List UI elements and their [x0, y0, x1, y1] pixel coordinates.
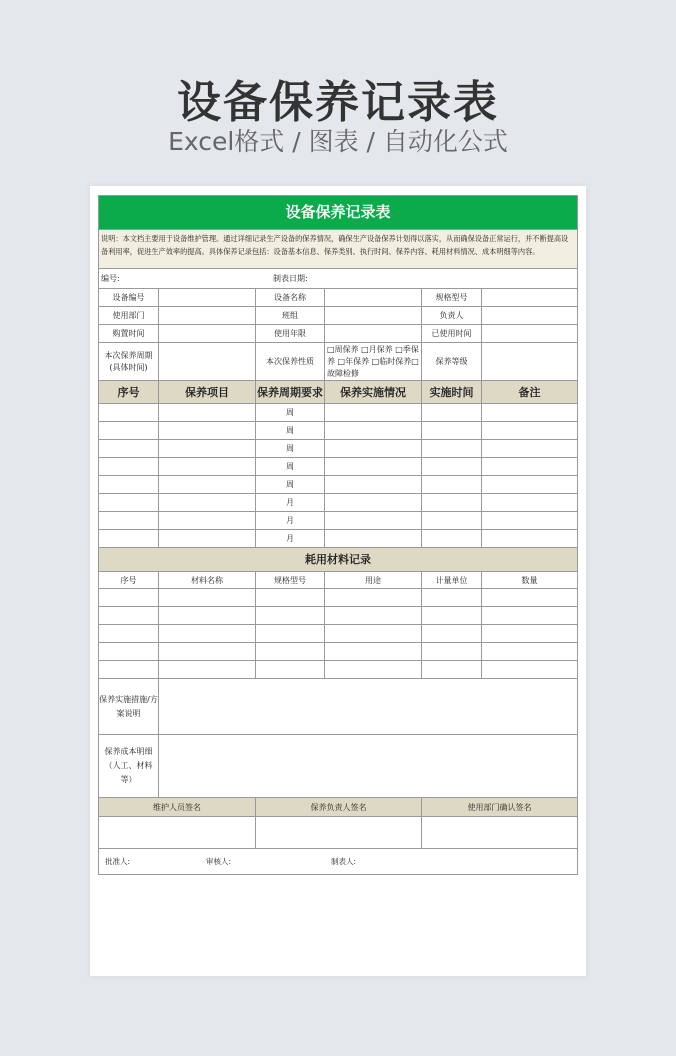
table-cell[interactable]: [99, 458, 158, 475]
table-cell[interactable]: [421, 476, 481, 493]
cost-label: 保养成本明细（人工、材料等）: [104, 747, 153, 784]
table-cell[interactable]: [99, 440, 158, 457]
table-cell[interactable]: [158, 512, 255, 529]
table-cell[interactable]: [99, 422, 158, 439]
cycle-cell: 月: [255, 512, 324, 529]
nature-label: 本次保养性质: [255, 343, 324, 380]
spreadsheet: [98, 195, 578, 875]
purchase-time-value[interactable]: [158, 325, 255, 342]
table-cell[interactable]: [99, 404, 158, 421]
maintainer-sign-field[interactable]: [99, 817, 255, 848]
table-cell[interactable]: [324, 422, 421, 439]
model-label: 规格型号: [421, 289, 481, 306]
table-cell[interactable]: [324, 404, 421, 421]
table-cell[interactable]: [421, 643, 481, 660]
table-cell[interactable]: [481, 476, 577, 493]
maintenance-table-header: [99, 380, 577, 403]
table-cell[interactable]: [324, 512, 421, 529]
approver-label: 批准人:: [105, 857, 131, 866]
used-time-label: 已使用时间: [421, 325, 481, 342]
table-cell[interactable]: [481, 661, 577, 678]
cycle-cell: 周: [255, 440, 324, 457]
table-cell[interactable]: [99, 625, 158, 642]
footer-row: [99, 848, 577, 874]
owner-value[interactable]: [481, 307, 577, 324]
table-cell[interactable]: [324, 440, 421, 457]
col-header: 保养实施情况: [324, 381, 421, 403]
table-cell[interactable]: [158, 625, 255, 642]
col-header: 实施时间: [421, 381, 481, 403]
table-cell[interactable]: [255, 607, 324, 624]
table-cell[interactable]: [481, 625, 577, 642]
col-header: 序号: [120, 575, 137, 585]
col-header: 备注: [481, 381, 577, 403]
table-cell[interactable]: [158, 661, 255, 678]
table-cell[interactable]: [481, 643, 577, 660]
device-name-label: 设备名称: [255, 289, 324, 306]
table-cell[interactable]: [481, 512, 577, 529]
table-row: [99, 493, 577, 511]
table-cell[interactable]: [99, 512, 158, 529]
maintainer-sign-label: 维护人员签名: [153, 802, 201, 812]
table-cell[interactable]: [255, 589, 324, 606]
table-cell[interactable]: [324, 589, 421, 606]
table-cell[interactable]: [99, 530, 158, 547]
table-cell[interactable]: [481, 530, 577, 547]
table-row: [99, 403, 577, 421]
col-header: 保养项目: [158, 381, 255, 403]
table-cell[interactable]: [481, 607, 577, 624]
cost-row: [99, 734, 577, 797]
cost-value[interactable]: [158, 735, 577, 797]
level-value[interactable]: [481, 343, 577, 380]
device-name-value[interactable]: [324, 289, 421, 306]
table-cell[interactable]: [158, 440, 255, 457]
table-cell[interactable]: [481, 422, 577, 439]
col-header: 保养周期要求: [255, 381, 324, 403]
table-cell[interactable]: [324, 661, 421, 678]
table-cell[interactable]: [481, 404, 577, 421]
table-cell[interactable]: [421, 589, 481, 606]
supervisor-sign-label: 保养负责人签名: [255, 798, 421, 816]
level-label: 保养等级: [421, 343, 481, 380]
table-cell[interactable]: [158, 530, 255, 547]
hero-subtitle: Excel格式 / 图表 / 自动化公式: [168, 127, 508, 156]
table-cell[interactable]: [158, 404, 255, 421]
table-row: [99, 457, 577, 475]
info-row-3: [99, 324, 577, 342]
service-life-label: 使用年限: [255, 325, 324, 342]
model-value[interactable]: [481, 289, 577, 306]
hero-title: 设备保养记录表: [177, 77, 499, 128]
sheet-description: 说明：本文档主要用于设备维护管理。通过详细记录生产设备的保养情况，确保生产设备保养计划得以落实，从而确保设备正常运行，并不断提高设备利用率，促进生产效率的提高。具体保养记录包括：设备基本信息、保养类别、执行时间、保养内容、耗用材料情况、成本明细等内容。: [99, 229, 577, 268]
table-cell[interactable]: [481, 589, 577, 606]
measures-row: [99, 678, 577, 734]
table-row: [99, 624, 577, 642]
table-cell[interactable]: [99, 494, 158, 511]
table-row: [99, 529, 577, 547]
cycle-cell: 周: [255, 422, 324, 439]
table-row: [99, 511, 577, 529]
table-cell[interactable]: [481, 458, 577, 475]
team-value[interactable]: [324, 307, 421, 324]
table-cell[interactable]: [421, 530, 481, 547]
table-cell[interactable]: [99, 643, 158, 660]
table-cell[interactable]: [324, 476, 421, 493]
number-label: 编号:: [101, 274, 120, 283]
table-cell[interactable]: [158, 458, 255, 475]
nature-options[interactable]: □周保养 □月保养 □季保养 □年保养 □临时保养□故障检修: [324, 343, 421, 380]
device-no-value[interactable]: [158, 289, 255, 306]
table-cell[interactable]: [324, 625, 421, 642]
maker-label: 制表人:: [331, 857, 357, 866]
table-cell[interactable]: [255, 625, 324, 642]
table-cell[interactable]: [255, 643, 324, 660]
table-cell[interactable]: [158, 476, 255, 493]
table-cell[interactable]: [158, 494, 255, 511]
table-cell[interactable]: [421, 607, 481, 624]
cycle-cell: 周: [255, 476, 324, 493]
table-cell[interactable]: [421, 404, 481, 421]
supervisor-sign-field[interactable]: [255, 817, 421, 848]
table-row: [99, 642, 577, 660]
materials-title: 耗用材料记录: [99, 547, 577, 571]
date-label: 制表日期:: [273, 274, 308, 283]
cycle-cell: 周: [255, 404, 324, 421]
measures-label: 保养实施措施/方案说明: [99, 694, 158, 718]
used-time-value[interactable]: [481, 325, 577, 342]
table-cell[interactable]: [158, 422, 255, 439]
table-cell[interactable]: [324, 494, 421, 511]
table-cell[interactable]: [255, 661, 324, 678]
device-no-label: 设备编号: [112, 293, 145, 302]
table-row: [99, 475, 577, 493]
cycle-cell: 月: [255, 530, 324, 547]
signature-row: [99, 816, 577, 848]
info-row-4: [99, 342, 577, 380]
table-cell[interactable]: [158, 589, 255, 606]
table-cell[interactable]: [99, 661, 158, 678]
info-row-2: [99, 306, 577, 324]
service-life-value[interactable]: [324, 325, 421, 342]
cycle-cell: 周: [255, 458, 324, 475]
table-cell[interactable]: [421, 422, 481, 439]
owner-label: 负责人: [421, 307, 481, 324]
table-cell[interactable]: [324, 607, 421, 624]
col-header: 规格型号: [255, 572, 324, 588]
table-cell[interactable]: [324, 643, 421, 660]
table-cell[interactable]: [324, 458, 421, 475]
reviewer-label: 审核人:: [206, 857, 232, 866]
col-header: 序号: [117, 386, 140, 399]
table-cell[interactable]: [481, 440, 577, 457]
dept-label: 使用部门: [112, 311, 145, 320]
table-cell[interactable]: [421, 625, 481, 642]
cycle-value[interactable]: [158, 343, 255, 380]
table-cell[interactable]: [158, 643, 255, 660]
info-row-1: [99, 288, 577, 306]
materials-header: [99, 571, 577, 588]
table-row: [99, 439, 577, 457]
col-header: 计量单位: [421, 572, 481, 588]
table-cell[interactable]: [481, 494, 577, 511]
purchase-time-label: 购置时间: [112, 329, 145, 338]
table-cell[interactable]: [421, 494, 481, 511]
table-row: [99, 588, 577, 606]
materials-table-body: [99, 588, 577, 678]
col-header: 用途: [324, 572, 421, 588]
table-row: [99, 606, 577, 624]
team-label: 班组: [255, 307, 324, 324]
table-row: [99, 660, 577, 678]
dept-value[interactable]: [158, 307, 255, 324]
col-header: 数量: [481, 572, 577, 588]
table-cell[interactable]: [421, 512, 481, 529]
dept-confirm-sign-field[interactable]: [421, 817, 577, 848]
table-cell[interactable]: [99, 589, 158, 606]
table-cell[interactable]: [421, 440, 481, 457]
table-cell[interactable]: [158, 607, 255, 624]
signature-header: [99, 797, 577, 816]
table-cell[interactable]: [421, 661, 481, 678]
document-paper: [90, 186, 586, 976]
col-header: 材料名称: [158, 572, 255, 588]
cycle-label: 本次保养周期(具体时间): [104, 350, 153, 372]
table-cell[interactable]: [324, 530, 421, 547]
sheet-title: 设备保养记录表: [99, 196, 577, 229]
cycle-cell: 月: [255, 494, 324, 511]
table-row: [99, 421, 577, 439]
dept-confirm-sign-label: 使用部门确认签名: [421, 798, 577, 816]
measures-value[interactable]: [158, 679, 577, 734]
table-cell[interactable]: [421, 458, 481, 475]
table-cell[interactable]: [99, 476, 158, 493]
table-cell[interactable]: [99, 607, 158, 624]
maintenance-table-body: [99, 403, 577, 547]
number-date-row: [99, 268, 577, 288]
